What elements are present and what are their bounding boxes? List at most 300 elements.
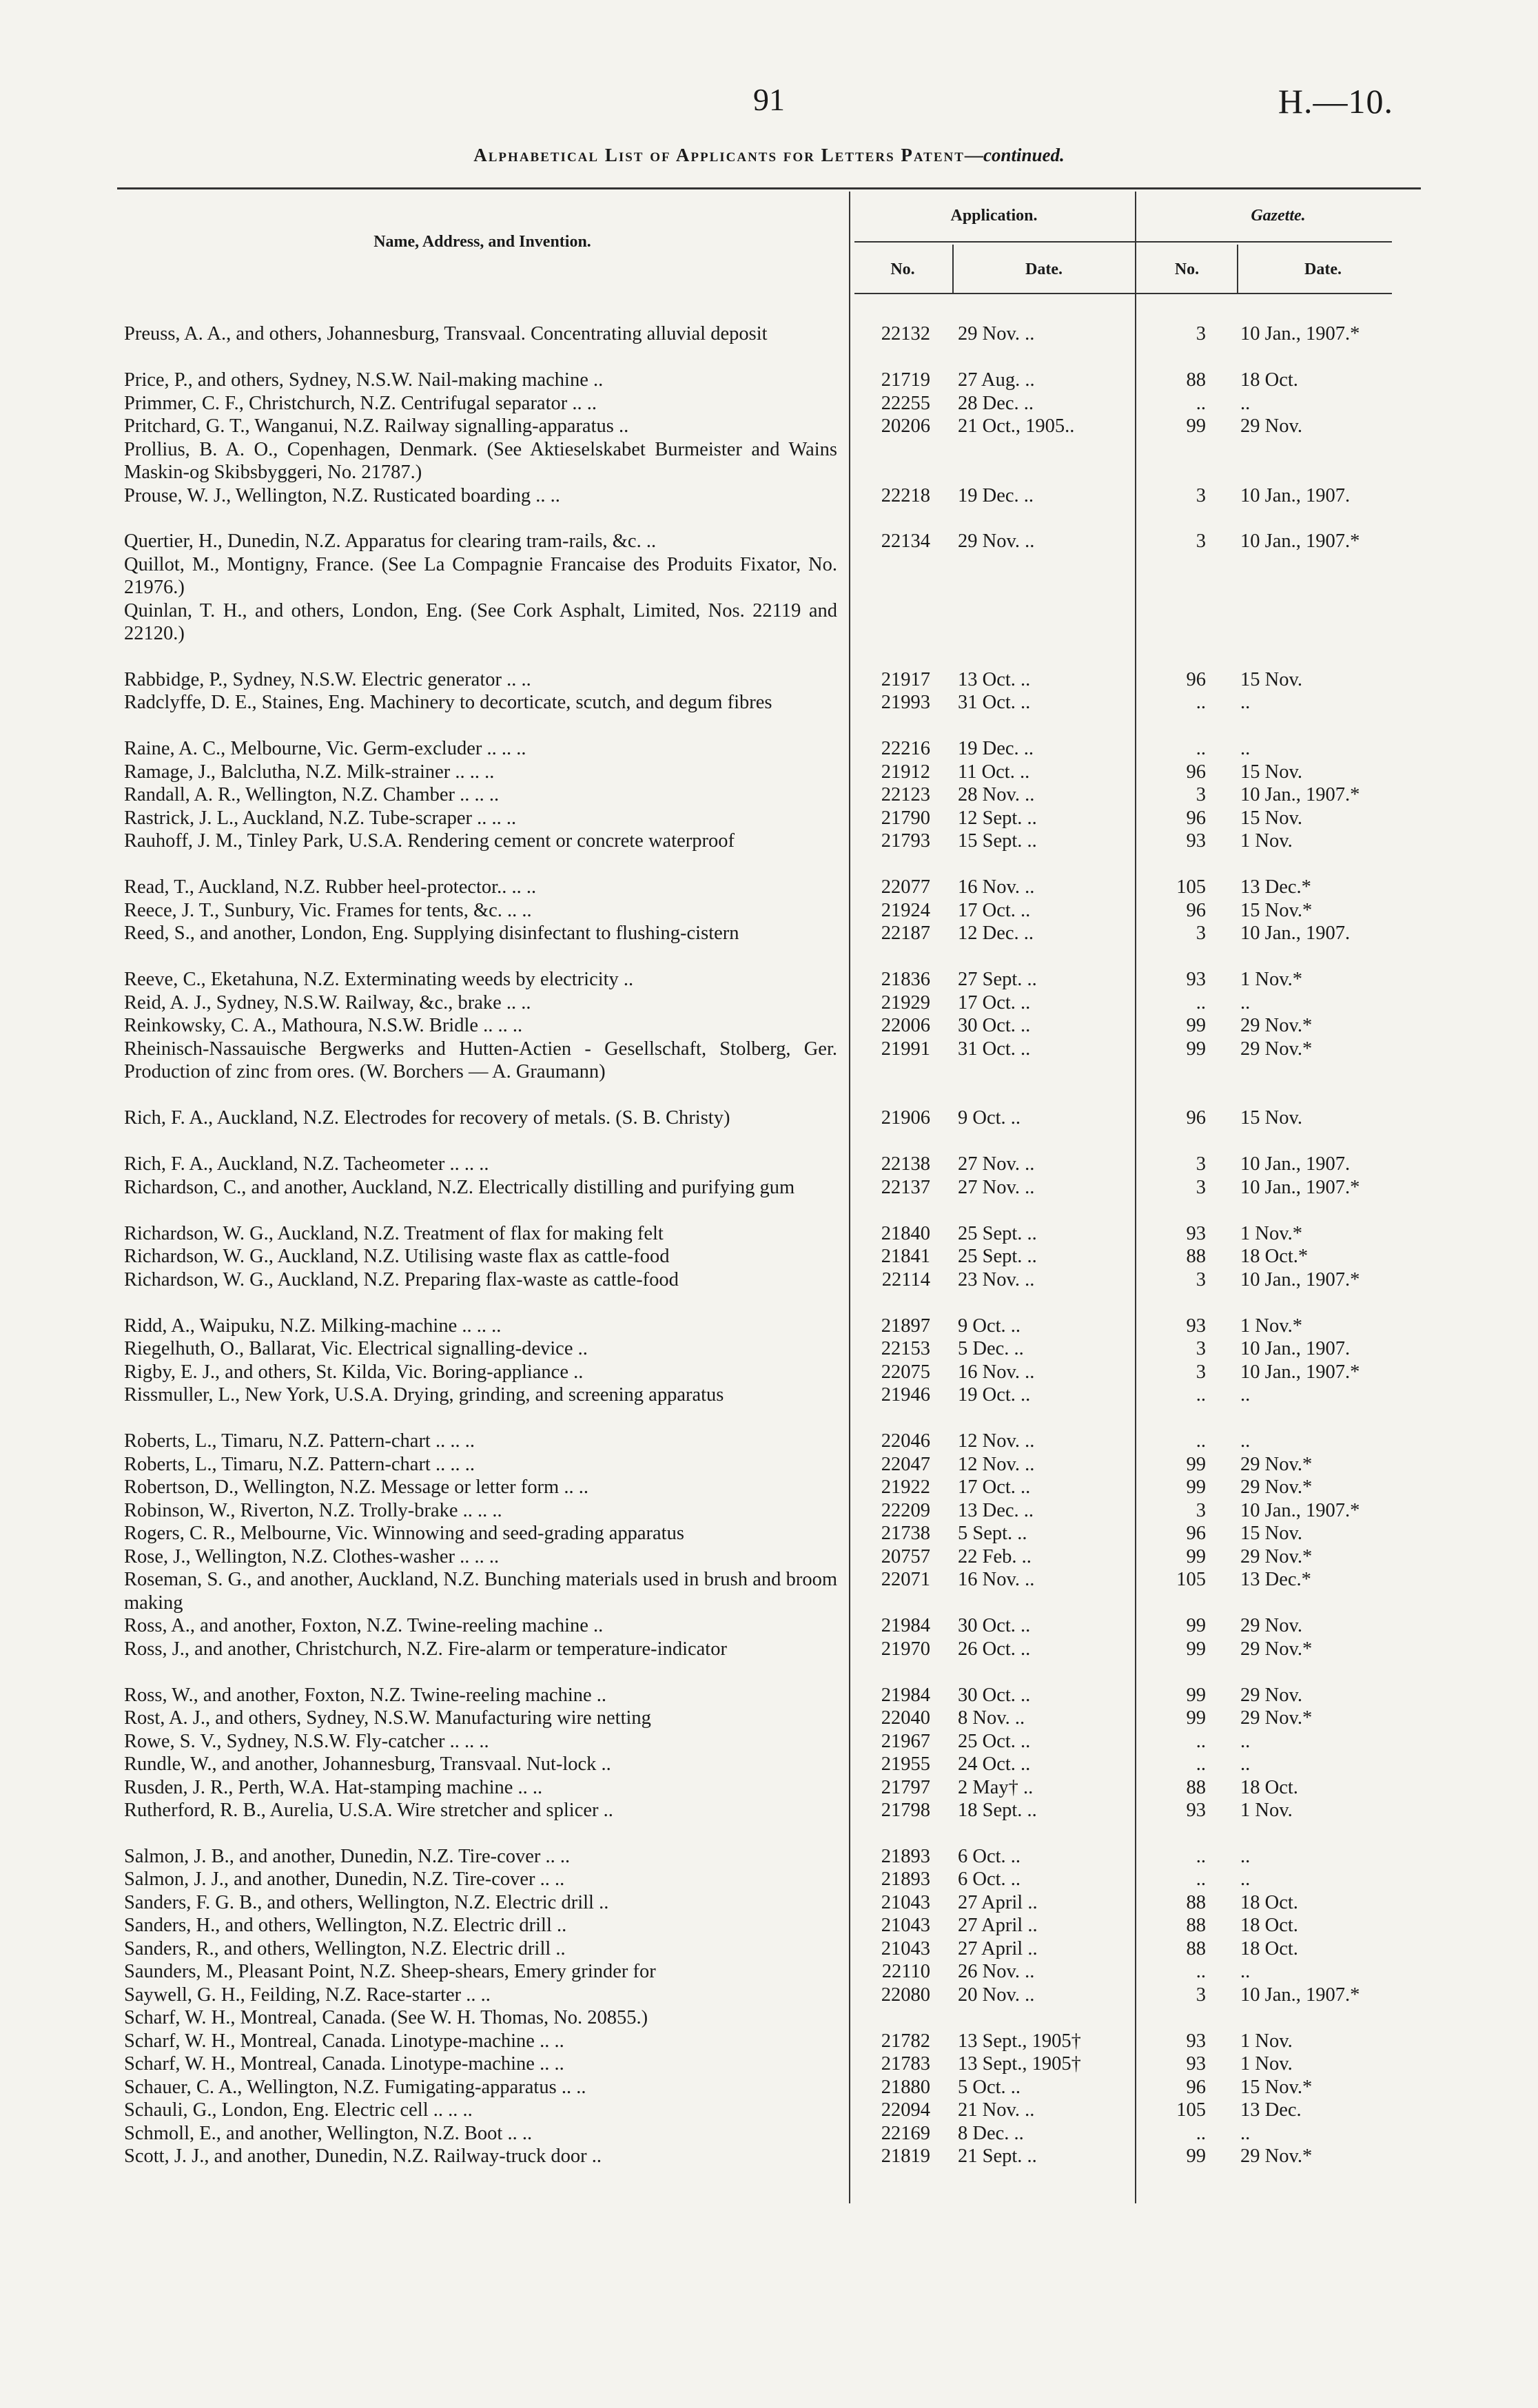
applicant-name: Rutherford, R. B., Aurelia, U.S.A. Wire stretcher and splicer ..: [124, 1800, 613, 1821]
applicant-name: Scharf, W. H., Montreal, Canada. (See W. H. Thomas, No. 20855.): [124, 2007, 648, 2028]
application-number: 21993: [881, 692, 930, 713]
header-gazette: Gazette.: [1251, 207, 1306, 225]
gazette-date: 10 Jan., 1907.*: [1240, 323, 1360, 344]
table-row: [0, 369, 1538, 392]
gazette-number: ..: [1196, 738, 1206, 759]
applicant-name: Rigby, E. J., and others, St. Kilda, Vic. Boring-appliance ..: [124, 1361, 584, 1383]
gazette-date: 13 Dec.*: [1240, 1569, 1311, 1590]
application-date: 30 Oct. ..: [958, 1615, 1031, 1636]
application-date: 19 Oct. ..: [958, 1384, 1031, 1406]
application-number: 22187: [881, 923, 930, 944]
table-row: [0, 922, 1538, 968]
application-number: 22134: [881, 531, 930, 552]
application-number: 22071: [881, 1569, 930, 1590]
applicant-name: Richardson, C., and another, Auckland, N.Z. Electrically distilling and purifying gum: [124, 1176, 795, 1198]
application-date: 12 Sept. ..: [958, 807, 1037, 829]
application-number: 21929: [881, 991, 930, 1013]
header-bottom-rule: [854, 293, 1392, 294]
applicant-name: Roberts, L., Timaru, N.Z. Pattern-chart .. .. ..: [124, 1453, 475, 1475]
application-date: 27 April ..: [958, 1915, 1038, 1936]
applicant-name: Schauer, C. A., Wellington, N.Z. Fumigating-apparatus .. ..: [124, 2076, 586, 2098]
application-number: 21043: [881, 1937, 930, 1959]
table-row: [0, 1153, 1538, 1176]
gazette-number: ..: [1196, 991, 1206, 1013]
application-number: 22132: [881, 323, 930, 344]
table-row: [0, 1799, 1538, 1822]
gazette-number: ..: [1196, 1384, 1206, 1406]
applicant-name: Roseman, S. G., and another, Auckland, N.Z. Bunching materials used in brush and broom making: [124, 1569, 837, 1614]
application-number: 21793: [881, 830, 930, 852]
table-row: [0, 1222, 1538, 1246]
title-continued: —continued.: [964, 145, 1065, 165]
gazette-number: ..: [1196, 1730, 1206, 1752]
table-row: [0, 876, 1538, 899]
gazette-date: 29 Nov.*: [1240, 2145, 1313, 2167]
application-date: 25 Oct. ..: [958, 1730, 1031, 1752]
application-date: 13 Sept., 1905†: [958, 2053, 1081, 2075]
applicant-name: Rich, F. A., Auckland, N.Z. Tacheometer .. .. ..: [124, 1153, 489, 1175]
applicant-name: Sanders, F. G. B., and others, Wellington, N.Z. Electric drill ..: [124, 1891, 609, 1913]
table-row: [0, 322, 1538, 369]
applicant-name: Ross, W., and another, Foxton, N.Z. Twine-reeling machine ..: [124, 1684, 607, 1706]
table-row: [0, 1776, 1538, 1800]
application-number: 21819: [881, 2145, 930, 2167]
table-row: [0, 2122, 1538, 2145]
table-row: [0, 783, 1538, 807]
applicant-name: Scharf, W. H., Montreal, Canada. Linotype-machine .. ..: [124, 2053, 564, 2075]
application-number: 21836: [881, 969, 930, 990]
table-row: [0, 807, 1538, 830]
gazette-number: 3: [1196, 1176, 1206, 1198]
table-row: [0, 899, 1538, 923]
application-date: 25 Sept. ..: [958, 1222, 1037, 1244]
applicant-name: Roberts, L., Timaru, N.Z. Pattern-chart .. .. ..: [124, 1430, 475, 1452]
table-row: [0, 2006, 1538, 2030]
application-date: 26 Oct. ..: [958, 1638, 1031, 1660]
gazette-date: 13 Dec.*: [1240, 876, 1311, 898]
table-row: [0, 2030, 1538, 2053]
gazette-date: 10 Jan., 1907.*: [1240, 1984, 1360, 2006]
table-row: [0, 599, 1538, 646]
application-date: 27 April ..: [958, 1937, 1038, 1959]
application-date: 29 Nov. ..: [958, 323, 1035, 344]
applicant-name: Reed, S., and another, London, Eng. Supplying disinfectant to flushing-cistern: [124, 923, 739, 944]
gazette-number: 96: [1186, 1523, 1206, 1544]
applicant-name: Primmer, C. F., Christchurch, N.Z. Centrifugal separator .. ..: [124, 392, 597, 414]
application-date: 5 Oct. ..: [958, 2076, 1021, 2098]
application-date: 11 Oct. ..: [958, 761, 1030, 783]
table-row: [0, 1245, 1538, 1268]
gazette-date: 18 Oct.: [1240, 1776, 1298, 1798]
gazette-date: ..: [1240, 1961, 1251, 1982]
gazette-number: ..: [1196, 2122, 1206, 2144]
application-date: 27 April ..: [958, 1891, 1038, 1913]
gazette-date: 29 Nov.*: [1240, 1015, 1313, 1036]
gazette-number: ..: [1196, 392, 1206, 414]
table-row: [0, 1845, 1538, 1869]
gazette-number: 96: [1186, 2076, 1206, 2098]
application-number: 22218: [881, 484, 930, 506]
application-date: 17 Oct. ..: [958, 991, 1031, 1013]
gazette-number: ..: [1196, 1430, 1206, 1452]
gazette-number: ..: [1196, 1753, 1206, 1775]
header-gaz-date: Date.: [1304, 260, 1342, 278]
applicant-name: Ridd, A., Waipuku, N.Z. Milking-machine .. .. ..: [124, 1315, 502, 1337]
application-date: 5 Dec. ..: [958, 1338, 1024, 1359]
table-row: [0, 1638, 1538, 1684]
applicant-name: Rowe, S. V., Sydney, N.S.W. Fly-catcher .. .. ..: [124, 1730, 489, 1752]
applicant-name: Preuss, A. A., and others, Johannesburg, Transvaal. Concentrating alluvial deposit: [124, 323, 768, 344]
application-number: 21738: [881, 1523, 930, 1544]
title-main: Alphabetical List of Applicants for Letters Patent: [473, 145, 965, 165]
application-number: 21880: [881, 2076, 930, 2098]
application-number: 22123: [881, 784, 930, 805]
application-date: 16 Nov. ..: [958, 1361, 1035, 1383]
applicant-name: Read, T., Auckland, N.Z. Rubber heel-protector.. .. ..: [124, 876, 537, 898]
table-row: [0, 1499, 1538, 1523]
col-divider-2: [952, 245, 954, 293]
table-row: [0, 1937, 1538, 1961]
application-date: 16 Nov. ..: [958, 876, 1035, 898]
applicant-name: Rabbidge, P., Sydney, N.S.W. Electric generator .. ..: [124, 668, 531, 690]
application-number: 21783: [881, 2053, 930, 2075]
gazette-date: ..: [1240, 392, 1251, 414]
gazette-number: 3: [1196, 1153, 1206, 1175]
gazette-number: 88: [1186, 1937, 1206, 1959]
application-number: 21955: [881, 1753, 930, 1775]
gazette-date: 10 Jan., 1907.: [1240, 1153, 1351, 1175]
gazette-number: 3: [1196, 1361, 1206, 1383]
application-number: 22094: [881, 2099, 930, 2121]
gazette-number: ..: [1196, 1869, 1206, 1890]
gazette-date: 10 Jan., 1907.*: [1240, 1499, 1360, 1521]
application-number: 22080: [881, 1984, 930, 2006]
table-row: [0, 1614, 1538, 1638]
gazette-date: 15 Nov.*: [1240, 899, 1313, 921]
gazette-date: 18 Oct.: [1240, 1891, 1298, 1913]
application-number: 21924: [881, 899, 930, 921]
gazette-number: 105: [1176, 1569, 1206, 1590]
gazette-number: 99: [1186, 1038, 1206, 1060]
gazette-date: ..: [1240, 692, 1251, 713]
gazette-date: 1 Nov.*: [1240, 1222, 1302, 1244]
application-number: 22169: [881, 2122, 930, 2144]
gazette-date: ..: [1240, 1753, 1251, 1775]
table-row: [0, 1545, 1538, 1569]
series-code: H.—10.: [1278, 82, 1393, 121]
gazette-date: ..: [1240, 2122, 1251, 2144]
applicant-name: Salmon, J. J., and another, Dunedin, N.Z. Tire-cover .. ..: [124, 1869, 565, 1890]
table-row: [0, 484, 1538, 508]
gazette-date: 10 Jan., 1907.: [1240, 1338, 1351, 1359]
table-row: [0, 668, 1538, 692]
gazette-date: ..: [1240, 1730, 1251, 1752]
gazette-date: 15 Nov.*: [1240, 2076, 1313, 2098]
application-date: 20 Nov. ..: [958, 1984, 1035, 2006]
application-number: 22006: [881, 1015, 930, 1036]
applicant-name: Price, P., and others, Sydney, N.S.W. Nail-making machine ..: [124, 369, 604, 391]
table-row: [0, 1453, 1538, 1476]
application-date: 28 Nov. ..: [958, 784, 1035, 805]
gazette-number: 3: [1196, 1338, 1206, 1359]
table-row: [0, 2052, 1538, 2076]
gazette-number: 96: [1186, 899, 1206, 921]
gazette-number: 3: [1196, 923, 1206, 944]
table-row: [0, 761, 1538, 784]
application-date: 12 Nov. ..: [958, 1453, 1035, 1475]
applicant-name: Rost, A. J., and others, Sydney, N.S.W. Manufacturing wire netting: [124, 1707, 651, 1729]
application-number: 21897: [881, 1315, 930, 1337]
application-date: 12 Nov. ..: [958, 1430, 1035, 1452]
applicant-name: Saywell, G. H., Feilding, N.Z. Race-starter .. ..: [124, 1984, 491, 2006]
gazette-number: 99: [1186, 2145, 1206, 2167]
table-row: [0, 1568, 1538, 1614]
gazette-number: 93: [1186, 2053, 1206, 2075]
application-number: 21984: [881, 1615, 930, 1636]
table-row: [0, 392, 1538, 415]
gazette-number: 96: [1186, 807, 1206, 829]
applicant-name: Robertson, D., Wellington, N.Z. Message or letter form .. ..: [124, 1476, 588, 1498]
application-date: 24 Oct. ..: [958, 1753, 1031, 1775]
applicant-name: Schauli, G., London, Eng. Electric cell .. .. ..: [124, 2099, 473, 2121]
gazette-date: 18 Oct.: [1240, 369, 1298, 391]
application-date: 9 Oct. ..: [958, 1315, 1021, 1337]
application-date: 27 Aug. ..: [958, 369, 1035, 391]
gazette-number: 93: [1186, 1800, 1206, 1821]
application-date: 31 Oct. ..: [958, 1038, 1031, 1060]
applicant-name: Rauhoff, J. M., Tinley Park, U.S.A. Rendering cement or concrete waterproof: [124, 830, 735, 852]
gazette-number: 88: [1186, 369, 1206, 391]
header-mid-rule: [854, 241, 1392, 243]
table-row: [0, 1361, 1538, 1384]
gazette-date: 29 Nov.*: [1240, 1707, 1313, 1729]
application-number: 21043: [881, 1891, 930, 1913]
applicant-name: Rundle, W., and another, Johannesburg, Transvaal. Nut-lock ..: [124, 1753, 611, 1775]
gazette-date: 13 Dec.: [1240, 2099, 1302, 2121]
table-row: [0, 530, 1538, 553]
gazette-date: ..: [1240, 1869, 1251, 1890]
gazette-number: ..: [1196, 1845, 1206, 1867]
gazette-date: ..: [1240, 1845, 1251, 1867]
table-row: [0, 691, 1538, 737]
page-title: [0, 145, 1538, 166]
gazette-number: 105: [1176, 876, 1206, 898]
table-row: [0, 1891, 1538, 1915]
application-number: 22046: [881, 1430, 930, 1452]
gazette-date: 18 Oct.: [1240, 1915, 1298, 1936]
table-row: [0, 830, 1538, 876]
gazette-date: 10 Jan., 1907.: [1240, 484, 1351, 506]
application-number: 21840: [881, 1222, 930, 1244]
gazette-date: 18 Oct.: [1240, 1937, 1298, 1959]
application-date: 19 Dec. ..: [958, 484, 1034, 506]
gazette-date: 29 Nov.: [1240, 415, 1302, 437]
application-date: 15 Sept. ..: [958, 830, 1037, 852]
application-date: 18 Sept. ..: [958, 1800, 1037, 1821]
application-date: 21 Nov. ..: [958, 2099, 1035, 2121]
gazette-number: 99: [1186, 1015, 1206, 1036]
gazette-number: 99: [1186, 1684, 1206, 1706]
gazette-date: 15 Nov.: [1240, 761, 1302, 783]
application-date: 17 Oct. ..: [958, 1476, 1031, 1498]
table-row: [0, 1430, 1538, 1453]
applicant-name: Ross, A., and another, Foxton, N.Z. Twine-reeling machine ..: [124, 1615, 604, 1636]
table-row: [0, 1868, 1538, 1891]
gazette-number: 88: [1186, 1915, 1206, 1936]
table-row: [0, 1107, 1538, 1153]
applicant-name: Reinkowsky, C. A., Mathoura, N.S.W. Bridle .. .. ..: [124, 1015, 523, 1036]
gazette-date: 10 Jan., 1907.*: [1240, 1361, 1360, 1383]
gazette-number: 3: [1196, 531, 1206, 552]
table-row: [0, 1038, 1538, 1107]
gazette-number: 105: [1176, 2099, 1206, 2121]
application-date: 6 Oct. ..: [958, 1845, 1021, 1867]
table-row: [0, 1730, 1538, 1753]
applicant-name: Rose, J., Wellington, N.Z. Clothes-washer .. .. ..: [124, 1545, 500, 1567]
gazette-date: 1 Nov.: [1240, 2030, 1293, 2052]
gazette-number: 96: [1186, 1107, 1206, 1129]
application-number: 22040: [881, 1707, 930, 1729]
applicant-name: Ramage, J., Balclutha, N.Z. Milk-strainer .. .. ..: [124, 761, 495, 783]
application-number: 21798: [881, 1800, 930, 1821]
gazette-number: 99: [1186, 1545, 1206, 1567]
application-date: 16 Nov. ..: [958, 1569, 1035, 1590]
application-number: 21893: [881, 1869, 930, 1890]
applicant-name: Scharf, W. H., Montreal, Canada. Linotype-machine .. ..: [124, 2030, 564, 2052]
application-date: 23 Nov. ..: [958, 1268, 1035, 1290]
gazette-number: 99: [1186, 415, 1206, 437]
gazette-number: 93: [1186, 1315, 1206, 1337]
applicant-name: Schmoll, E., and another, Wellington, N.Z. Boot .. ..: [124, 2122, 533, 2144]
gazette-date: ..: [1240, 1430, 1251, 1452]
applicant-name: Quillot, M., Montigny, France. (See La Compagnie Francaise des Produits Fixator, No. 21976.): [124, 553, 837, 598]
applicant-name: Raine, A. C., Melbourne, Vic. Germ-excluder .. .. ..: [124, 738, 526, 759]
application-number: 21906: [881, 1107, 930, 1129]
applicant-name: Prollius, B. A. O., Copenhagen, Denmark. (See Aktieselskabet Burmeister and Wains Maskin-og Skibsbyggeri, No. 21787.): [124, 438, 837, 483]
application-date: 6 Oct. ..: [958, 1869, 1021, 1890]
gazette-date: 1 Nov.: [1240, 1800, 1293, 1821]
gazette-date: 10 Jan., 1907.: [1240, 923, 1351, 944]
applicant-name: Rich, F. A., Auckland, N.Z. Electrodes for recovery of metals. (S. B. Christy): [124, 1107, 730, 1129]
application-number: 21912: [881, 761, 930, 783]
header-name: Name, Address, and Invention.: [373, 233, 591, 251]
table-row: [0, 1315, 1538, 1338]
table-row: [0, 1268, 1538, 1315]
table-row: [0, 2099, 1538, 2122]
gazette-number: 93: [1186, 830, 1206, 852]
gazette-date: 29 Nov.: [1240, 1615, 1302, 1636]
application-date: 2 May† ..: [958, 1776, 1034, 1798]
applicant-name: Reece, J. T., Sunbury, Vic. Frames for tents, &c. .. ..: [124, 899, 532, 921]
header-application: Application.: [950, 207, 1038, 225]
application-date: 26 Nov. ..: [958, 1961, 1035, 1982]
application-date: 13 Dec. ..: [958, 1499, 1034, 1521]
gazette-date: 18 Oct.*: [1240, 1246, 1309, 1267]
table-row: [0, 1476, 1538, 1499]
gazette-number: 3: [1196, 1268, 1206, 1290]
application-date: 28 Dec. ..: [958, 392, 1034, 414]
gazette-number: 99: [1186, 1638, 1206, 1660]
applicant-name: Quertier, H., Dunedin, N.Z. Apparatus for clearing tram-rails, &c. ..: [124, 531, 657, 552]
table-row: [0, 553, 1538, 599]
application-number: 22216: [881, 738, 930, 759]
application-number: 21967: [881, 1730, 930, 1752]
gazette-date: 1 Nov.*: [1240, 969, 1302, 990]
application-number: 20206: [881, 415, 930, 437]
applicant-name: Prouse, W. J., Wellington, N.Z. Rusticated boarding .. ..: [124, 484, 560, 506]
table-row: [0, 1014, 1538, 1038]
gazette-number: 93: [1186, 2030, 1206, 2052]
page-number: 91: [753, 82, 785, 117]
gazette-date: 29 Nov.*: [1240, 1545, 1313, 1567]
application-date: 27 Sept. ..: [958, 969, 1037, 990]
gazette-date: ..: [1240, 1384, 1251, 1406]
table-row: [0, 415, 1538, 438]
application-number: 22153: [881, 1338, 930, 1359]
gazette-number: 99: [1186, 1476, 1206, 1498]
gazette-date: ..: [1240, 991, 1251, 1013]
application-number: 22138: [881, 1153, 930, 1175]
applicant-name: Quinlan, T. H., and others, London, Eng. (See Cork Asphalt, Limited, Nos. 22119 and 22120.): [124, 599, 837, 644]
application-number: 22110: [881, 1961, 930, 1982]
applicant-name: Riegelhuth, O., Ballarat, Vic. Electrical signalling-device ..: [124, 1338, 588, 1359]
application-date: 19 Dec. ..: [958, 738, 1034, 759]
gazette-number: 3: [1196, 1499, 1206, 1521]
gazette-number: ..: [1196, 692, 1206, 713]
gazette-date: 15 Nov.: [1240, 1107, 1302, 1129]
gazette-date: 15 Nov.: [1240, 807, 1302, 829]
application-number: 21841: [881, 1246, 930, 1267]
application-number: 21790: [881, 807, 930, 829]
table-row: [0, 968, 1538, 991]
applicant-name: Pritchard, G. T., Wanganui, N.Z. Railway signalling-apparatus ..: [124, 415, 629, 437]
applicant-name: Rastrick, J. L., Auckland, N.Z. Tube-scraper .. .. ..: [124, 807, 517, 829]
application-date: 13 Sept., 1905†: [958, 2030, 1081, 2052]
gazette-number: 3: [1196, 323, 1206, 344]
application-number: 22209: [881, 1499, 930, 1521]
gazette-date: 10 Jan., 1907.*: [1240, 1176, 1360, 1198]
gazette-number: 88: [1186, 1246, 1206, 1267]
gazette-number: 88: [1186, 1776, 1206, 1798]
applicant-name: Rusden, J. R., Perth, W.A. Hat-stamping machine .. ..: [124, 1776, 543, 1798]
gazette-number: ..: [1196, 1961, 1206, 1982]
table-row: [0, 1684, 1538, 1707]
application-number: 22075: [881, 1361, 930, 1383]
application-date: 31 Oct. ..: [958, 692, 1031, 713]
application-date: 27 Nov. ..: [958, 1176, 1035, 1198]
application-date: 8 Dec. ..: [958, 2122, 1024, 2144]
table-row: [0, 1960, 1538, 1984]
application-date: 12 Dec. ..: [958, 923, 1034, 944]
application-number: 20757: [881, 1545, 930, 1567]
application-number: 21917: [881, 668, 930, 690]
applicant-name: Ross, J., and another, Christchurch, N.Z. Fire-alarm or temperature-indicator: [124, 1638, 727, 1660]
gazette-number: 93: [1186, 1222, 1206, 1244]
applicant-name: Scott, J. J., and another, Dunedin, N.Z. Railway-truck door ..: [124, 2145, 602, 2167]
table-row: [0, 1522, 1538, 1545]
gazette-date: 1 Nov.*: [1240, 1315, 1302, 1337]
application-number: 21991: [881, 1038, 930, 1060]
table-row: [0, 1383, 1538, 1430]
gazette-date: 29 Nov.*: [1240, 1476, 1313, 1498]
application-number: 21043: [881, 1915, 930, 1936]
table-row: [0, 2076, 1538, 2099]
application-number: 22114: [881, 1268, 930, 1290]
application-date: 22 Feb. ..: [958, 1545, 1032, 1567]
application-number: 21719: [881, 369, 930, 391]
gazette-date: 29 Nov.*: [1240, 1638, 1313, 1660]
gazette-date: 29 Nov.*: [1240, 1453, 1313, 1475]
